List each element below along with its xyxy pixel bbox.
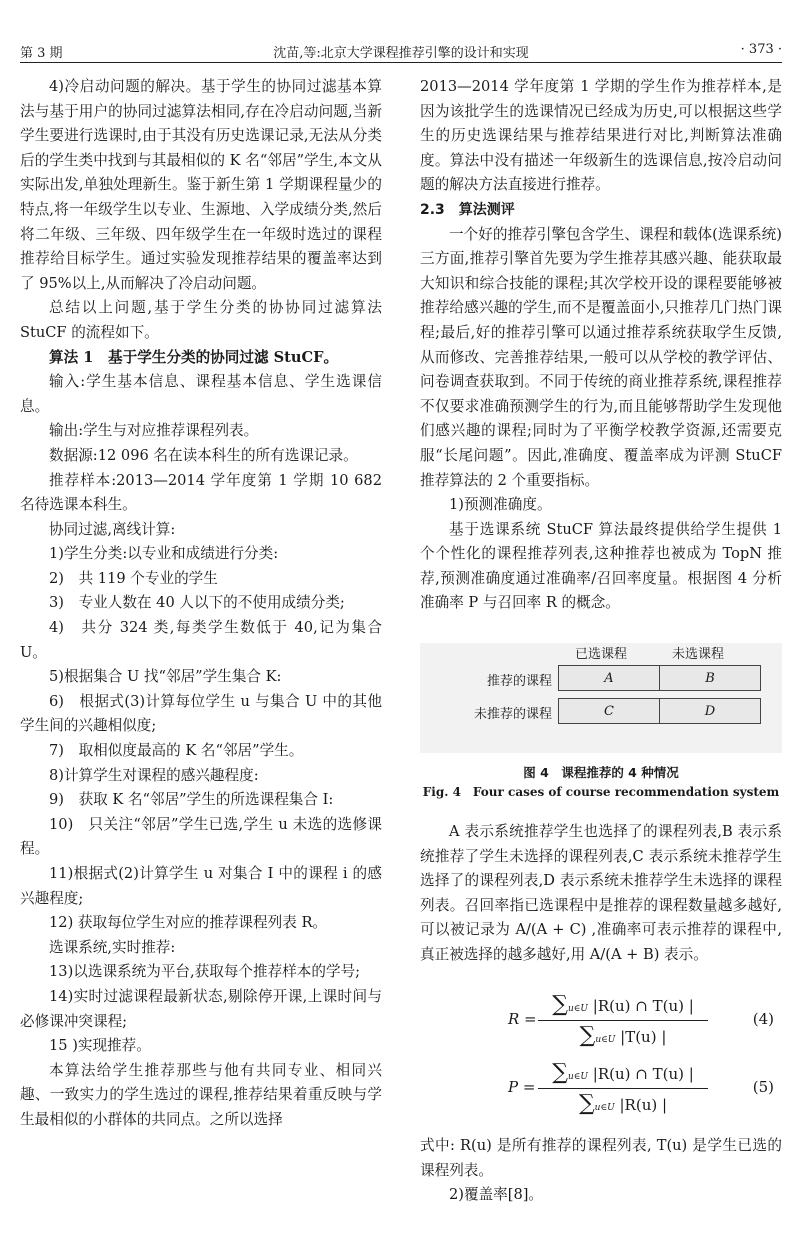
paragraph: 本算法给学生推荐那些与他有共同专业、相同兴趣、一致实力的学生选过的课程,推荐结果着重反映与学生最相似的小群体的共同点。之所以选择 [20,1061,382,1128]
equation-number: (5) [752,1078,774,1096]
subheading: 2)覆盖率[8]。 [449,1186,544,1204]
fraction [538,990,708,1051]
step: 11)根据式(2)计算学生 u 对集合 I 中的课程 i 的感兴趣程度; [20,865,382,907]
equation-5 [420,1058,782,1120]
equation-4 [420,990,782,1052]
page-number: · 373 · [740,42,782,57]
right-column-tail [420,1134,782,1208]
numerator-expr: |R(u) ∩ T(u) | [592,997,694,1015]
step: 1)学生分类:以专业和成绩进行分类: [49,545,279,563]
left-column [20,75,382,1133]
step: 15 )实现推荐。 [49,1037,151,1055]
row-header: 未推荐的课程 [473,707,552,722]
step: 3) 专业人数在 40 人以下的不使用成绩分类; [49,594,345,612]
equation-number: (4) [752,1010,774,1028]
step: 4) 共分 324 类,每类学生数低于 40,记为集合 U。 [20,619,382,661]
sum-index: u∈U [595,1035,616,1045]
row-header: 推荐的课程 [486,674,552,689]
running-title: 沈苗,等:北京大学课程推荐引擎的设计和实现 [273,46,529,61]
paragraph: 推荐样本:2013—2014 学年度第 1 学期 10 682 名待选课本科生。 [20,471,382,514]
sum-index: u∈U [567,1072,588,1082]
equation-lhs: P = [508,1078,536,1096]
right-column-top [420,75,782,616]
step: 2) 共 119 个专业的学生 [49,569,218,587]
step: 10) 只关注“邻居”学生已选,学生 u 未选的选修课程。 [20,815,382,858]
step: 7) 取相似度最高的 K 名“邻居”学生。 [49,742,304,760]
denominator: ∑u∈U |R(u) | [578,1091,668,1116]
step: 6) 根据式(3)计算每位学生 u 与集合 U 中的其他学生间的兴趣相似度; [20,692,382,735]
numerator-expr: |R(u) ∩ T(u) | [592,1065,694,1083]
figure-caption-en: Fig. 4 Four cases of course recommendation system [422,785,780,799]
issue-number: 第 3 期 [20,46,63,61]
step: 12) 获取每位学生对应的推荐课程列表 R。 [49,914,328,932]
matrix-cell: D [659,698,761,724]
column-header: 已选课程 [575,647,628,662]
page-header [0,0,802,60]
paragraph: 选课系统,实时推荐: [49,938,176,956]
sum-index: u∈U [567,1004,588,1014]
step: 13)以选课系统为平台,获取每个推荐样本的学号; [49,963,361,981]
figure-caption-cn: 图 4 课程推荐的 4 种情况 [523,765,679,780]
paragraph: 输出:学生与对应推荐课程列表。 [49,422,259,440]
algorithm-title: 算法 1 基于学生分类的协同过滤 StuCF。 [49,348,339,366]
paragraph: 基于选课系统 StuCF 算法最终提供给学生提供 1 个个性化的课程推荐列表,这种推荐也被成为 TopN 推荐,预测准确度通过准确率/召回率度量。根据图 4 分析准确率 P 与召回率 R 的概念。 [420,520,782,612]
paragraph: 4)冷启动问题的解决。基于学生的协同过滤基本算法与基于用户的协同过滤算法相同,存在冷启动问题,当新学生要进行选课时,由于其没有历史选课记录,无法从分类后的学生类中找到与其最相似的 K 名“邻居”学生,本文从实际出发,单独处理新生。鉴于新生第 1 学期课程量少的特点,将一年级学生以专业、生源地、入学成绩分类,然后将二年级、三年级、四年级学生在一年级时选过的课程推荐给目标学生。通过实验发现推荐结果的覆盖率达到了 95%以上,从而解决了冷启动问题。 [20,78,382,292]
paragraph: 总结以上问题,基于学生分类的协协同过滤算法 StuCF 的流程如下。 [20,299,382,341]
paragraph: 数据源:12 096 名在读本科生的所有选课记录。 [49,446,358,464]
denominator-expr: |R(u) | [619,1096,668,1114]
section-heading: 2.3 算法测评 [420,201,515,218]
step: 9) 获取 K 名“邻居”学生的所选课程集合 I: [49,791,334,809]
paragraph: 式中: R(u) 是所有推荐的课程列表, T(u) 是学生已选的课程列表。 [420,1137,782,1179]
paragraph: 一个好的推荐引擎包含学生、课程和载体(选课系统)三方面,推荐引擎首先要为学生推荐其感兴趣、能获取最大知识和综合技能的课程;其次学校开设的课程要能够被推荐给感兴趣的学生,而不是覆盖面小,只推荐几门热门课程;最后,好的推荐引擎可以通过推荐系统获取学生反馈,从而修改、完善推荐结果,一般可以从学校的教学评估、问卷调查获取到。不同于传统的商业推荐系统,课程推荐不仅要求准确预测学生的行为,而且能够帮助学生发现他们感兴趣的课程;同时为了平衡学校教学资源,还需要克服“长尾问题”。因此,准确度、覆盖率成为评测 StuCF 推荐算法的 2 个重要指标。 [420,225,782,489]
step: 14)实时过滤课程最新状态,剔除停开课,上课时间与必修课冲突课程; [20,987,382,1030]
paragraph: A 表示系统推荐学生也选择了的课程列表,B 表示系统推荐了学生未选择的课程列表,C 表示系统未推荐学生选择了的课程列表,D 表示系统未推荐学生未选择的课程列表。召回率指已选课程中是推荐的课程数量越多越好,可以被记录为 A/(A + C) ,准确率可表示推荐的课程中,真正被选择的越多越好,用 A/(A + B) 表示。 [420,823,782,963]
numerator: ∑u∈U |R(u) ∩ T(u) | [538,990,708,1021]
numerator: ∑u∈U |R(u) ∩ T(u) | [538,1058,708,1089]
column-header: 未选课程 [672,647,725,662]
matrix-cell: A [558,665,660,691]
step: 5)根据集合 U 找“邻居”学生集合 K: [49,668,282,686]
header-rule [20,62,782,63]
sum-index: u∈U [594,1103,615,1113]
denominator-expr: |T(u) | [620,1028,667,1046]
denominator: ∑u∈U |T(u) | [579,1023,667,1048]
paragraph: 2013—2014 学年度第 1 学期的学生作为推荐样本,是因为该批学生的选课情况已经成为历史,可以根据这些学生的历史选课结果与推荐结果进行对比,判断算法准确度。算法中没有描述一年级新生的选课信息,按冷启动问题的解决方法直接进行推荐。 [420,78,782,194]
right-column-bottom [420,820,782,968]
paragraph: 协同过滤,离线计算: [49,520,176,538]
equation-lhs: R = [508,1010,537,1028]
matrix-cell: C [558,698,660,724]
paragraph: 输入:学生基本信息、课程基本信息、学生选课信息。 [20,373,382,415]
step: 8)计算学生对课程的感兴趣程度: [49,766,259,784]
subheading: 1)预测准确度。 [449,496,552,514]
fraction [538,1058,708,1119]
matrix-cell: B [659,665,761,691]
